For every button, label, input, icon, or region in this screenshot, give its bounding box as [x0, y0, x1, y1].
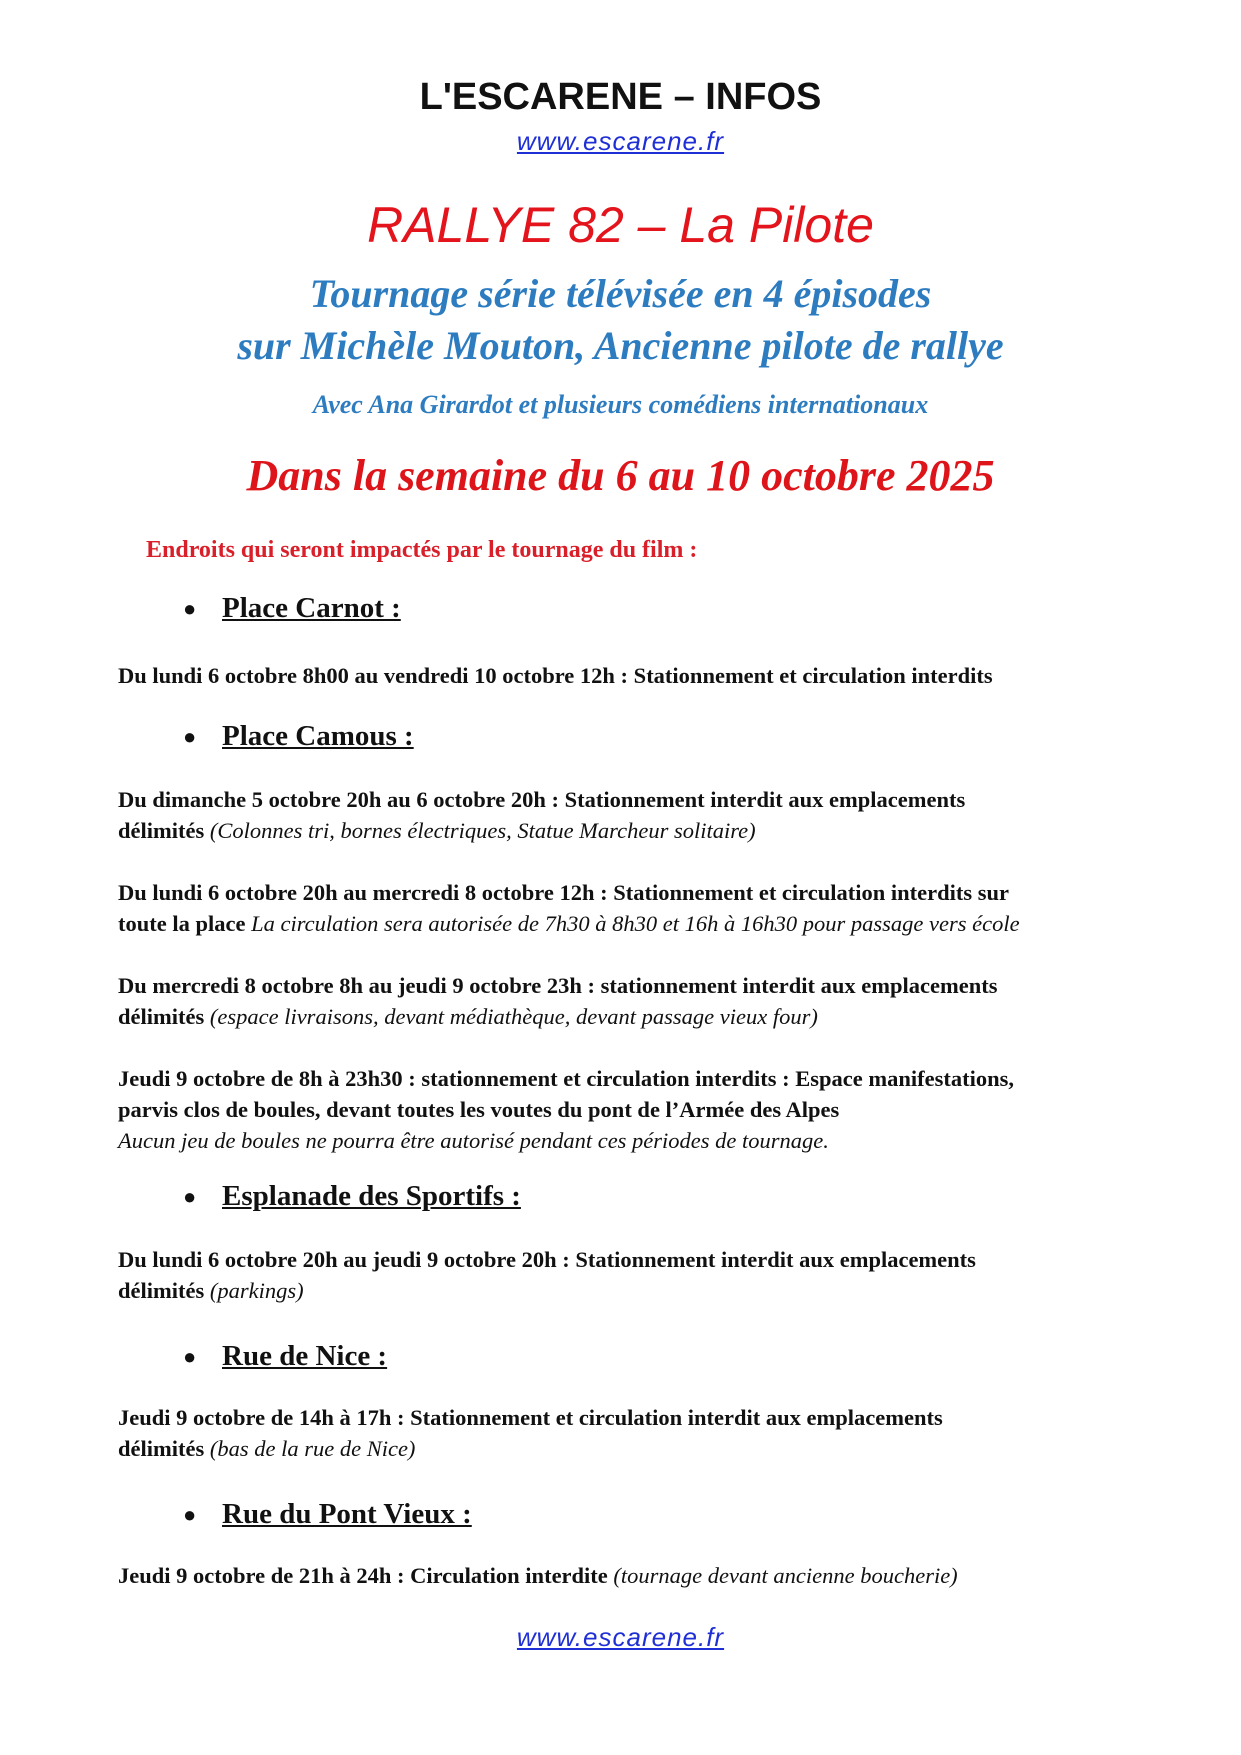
event-cast: Avec Ana Girardot et plusieurs comédiens internationaux [312, 390, 929, 419]
entry-bold-text: délimités [118, 818, 205, 843]
section-heading-esplanade-des-sportifs [183, 1180, 521, 1213]
entry-note: La circulation sera autorisée de 7h30 à 8h30 et 16h à 16h30 pour passage vers école [251, 911, 1020, 936]
page-title: L'ESCARENE – INFOS [419, 76, 822, 118]
section-heading-rue-de-nice [183, 1340, 387, 1373]
entry-note: (parkings) [209, 1278, 304, 1303]
entry-bold-text: Du lundi 6 octobre 20h au jeudi 9 octobre 20h : Stationnement interdit aux emplacements [118, 1247, 976, 1272]
bullet-icon: ● [183, 723, 197, 749]
entry-note: Aucun jeu de boules ne pourra être autorisé pendant ces périodes de tournage. [118, 1128, 829, 1153]
schedule-entry [118, 1402, 1198, 1464]
schedule-entry [118, 877, 1198, 939]
entry-bold-text: délimités [118, 1004, 205, 1029]
entry-note: (espace livraisons, devant médiathèque, devant passage vieux four) [209, 1004, 818, 1029]
bullet-icon: ● [183, 595, 197, 621]
entry-bold-text: délimités [118, 1436, 205, 1461]
event-subtitle-line1: Tournage série télévisée en 4 épisodes [309, 271, 932, 316]
schedule-entry [118, 1244, 1198, 1306]
section-title: Place Camous : [222, 720, 414, 752]
entry-bold-text: Du lundi 6 octobre 8h00 au vendredi 10 octobre 12h : Stationnement et circulation interdits [118, 663, 993, 688]
section-title: Rue de Nice : [222, 1340, 388, 1372]
schedule-entry [118, 784, 1198, 846]
bullet-icon: ● [183, 1183, 197, 1209]
bullet-icon: ● [183, 1343, 197, 1369]
schedule-entry [118, 660, 1198, 691]
entry-bold-text: toute la place [118, 911, 246, 936]
entry-note: (tournage devant ancienne boucherie) [613, 1563, 958, 1588]
event-headline: RALLYE 82 – La Pilote [367, 197, 874, 253]
entry-bold-text: Jeudi 9 octobre de 21h à 24h : Circulation interdite [118, 1563, 608, 1588]
section-heading-place-camous [183, 720, 414, 753]
event-dates: Dans la semaine du 6 au 10 octobre 2025 [246, 451, 995, 500]
section-heading-place-carnot [183, 592, 401, 625]
entry-bold-text: délimités [118, 1278, 205, 1303]
impacted-intro: Endroits qui seront impactés par le tournage du film : [146, 537, 698, 563]
section-title: Esplanade des Sportifs : [222, 1180, 521, 1212]
website-link-bottom[interactable]: www.escarene.fr [516, 1622, 725, 1652]
entry-bold-text: Jeudi 9 octobre de 14h à 17h : Stationnement et circulation interdit aux emplacements [118, 1405, 943, 1430]
section-title: Rue du Pont Vieux : [222, 1498, 472, 1530]
entry-bold-text: parvis clos de boules, devant toutes les voutes du pont de l’Armée des Alpes [118, 1097, 840, 1122]
website-link-top[interactable]: www.escarene.fr [516, 126, 725, 156]
entry-note: (Colonnes tri, bornes électriques, Statue Marcheur solitaire) [209, 818, 756, 843]
schedule-entry [118, 1560, 1198, 1591]
schedule-entry [118, 970, 1198, 1032]
section-title: Place Carnot : [222, 592, 401, 624]
schedule-entry [118, 1063, 1198, 1156]
entry-bold-text: Du lundi 6 octobre 20h au mercredi 8 octobre 12h : Stationnement et circulation interdits sur [118, 880, 1010, 905]
entry-note: (bas de la rue de Nice) [209, 1436, 416, 1461]
section-heading-rue-du-pont-vieux [183, 1498, 472, 1531]
entry-bold-text: Du dimanche 5 octobre 20h au 6 octobre 20h : Stationnement interdit aux emplacements [118, 787, 966, 812]
entry-bold-text: Du mercredi 8 octobre 8h au jeudi 9 octobre 23h : stationnement interdit aux emplacements [118, 973, 998, 998]
event-subtitle-line2: sur Michèle Mouton, Ancienne pilote de rallye [237, 323, 1004, 368]
entry-bold-text: Jeudi 9 octobre de 8h à 23h30 : stationnement et circulation interdits : Espace manifestations, [118, 1066, 1015, 1091]
bullet-icon: ● [183, 1501, 197, 1527]
